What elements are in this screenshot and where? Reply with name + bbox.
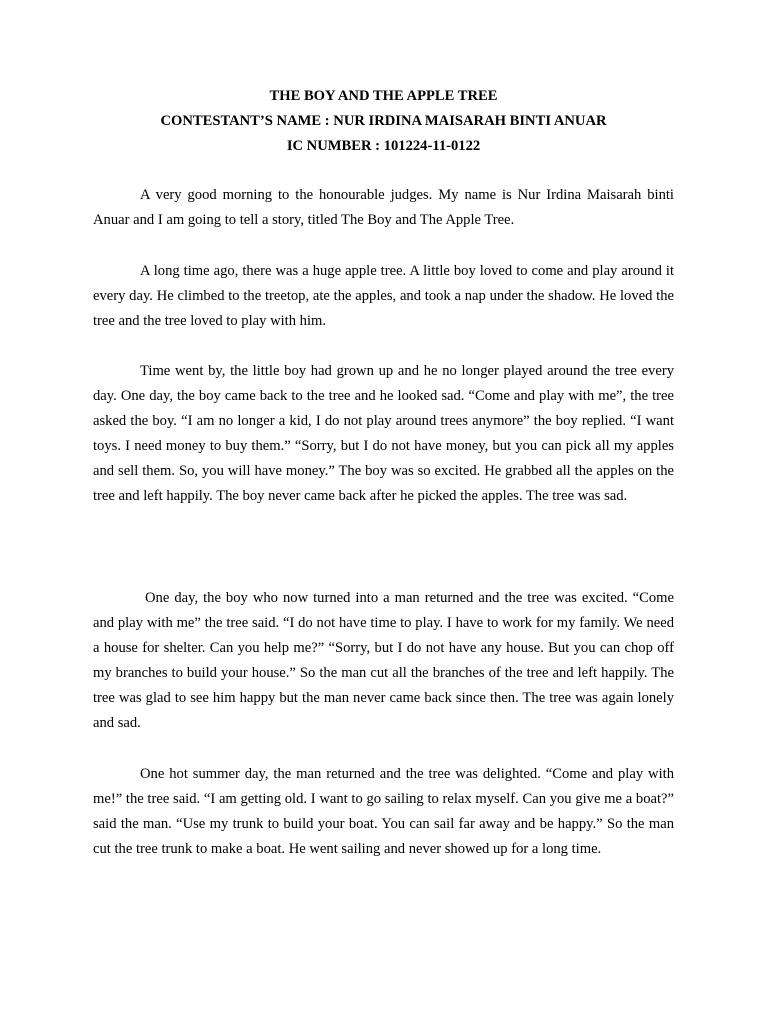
paragraph-long-time-ago: A long time ago, there was a huge apple tree. A little boy loved to come and play around it every day. He climbed to the treetop, ate the apples, and took a nap under the shadow. He loved the tree and the tree loved to play with him. — [93, 263, 674, 329]
ic-number: IC NUMBER : 101224-11-0122 — [286, 138, 481, 154]
paragraph-summer-day: One hot summer day, the man returned and the tree was delighted. “Come and play with me!” the tree said. “I am getting old. I want to go sailing to relax myself. Can you give me a boat?” said the man. “Use my trunk to build your boat. You can sail far away and be happy.” So the man cut the tree trunk to make a boat. He went sailing and never showed up for a long time. — [93, 766, 674, 857]
paragraph-intro: A very good morning to the honourable judges. My name is Nur Irdina Maisarah binti Anuar and I am going to tell a story, titled The Boy and The Apple Tree. — [93, 187, 674, 228]
paragraph-man-returned: One day, the boy who now turned into a man returned and the tree was excited. “Come and play with me” the tree said. “I do not have time to play. I have to work for my family. We need a house for shelter. Can you help me?” “Sorry, but I do not have any house. But you can chop off my branches to build your house.” So the man cut all the branches of the tree and left happily. The tree was glad to see him happy but the man never came back since then. The tree was again lonely and sad. — [93, 590, 674, 731]
paragraph-time-went-by: Time went by, the little boy had grown up and he no longer played around the tree every day. One day, the boy came back to the tree and he looked sad. “Come and play with me”, the tree asked the boy. “I am no longer a kid, I do not play around trees anymore” the boy replied. “I want toys. I need money to buy them.” “Sorry, but I do not have money, but you can pick all my apples and sell them. So, you will have money.” The boy was so excited. He grabbed all the apples on the tree and left happily. The boy never came back after he picked the apples. The tree was sad. — [93, 363, 674, 504]
document-title: THE BOY AND THE APPLE TREE — [269, 88, 498, 104]
contestant-name: CONTESTANT’S NAME : NUR IRDINA MAISARAH BINTI ANUAR — [160, 113, 607, 129]
